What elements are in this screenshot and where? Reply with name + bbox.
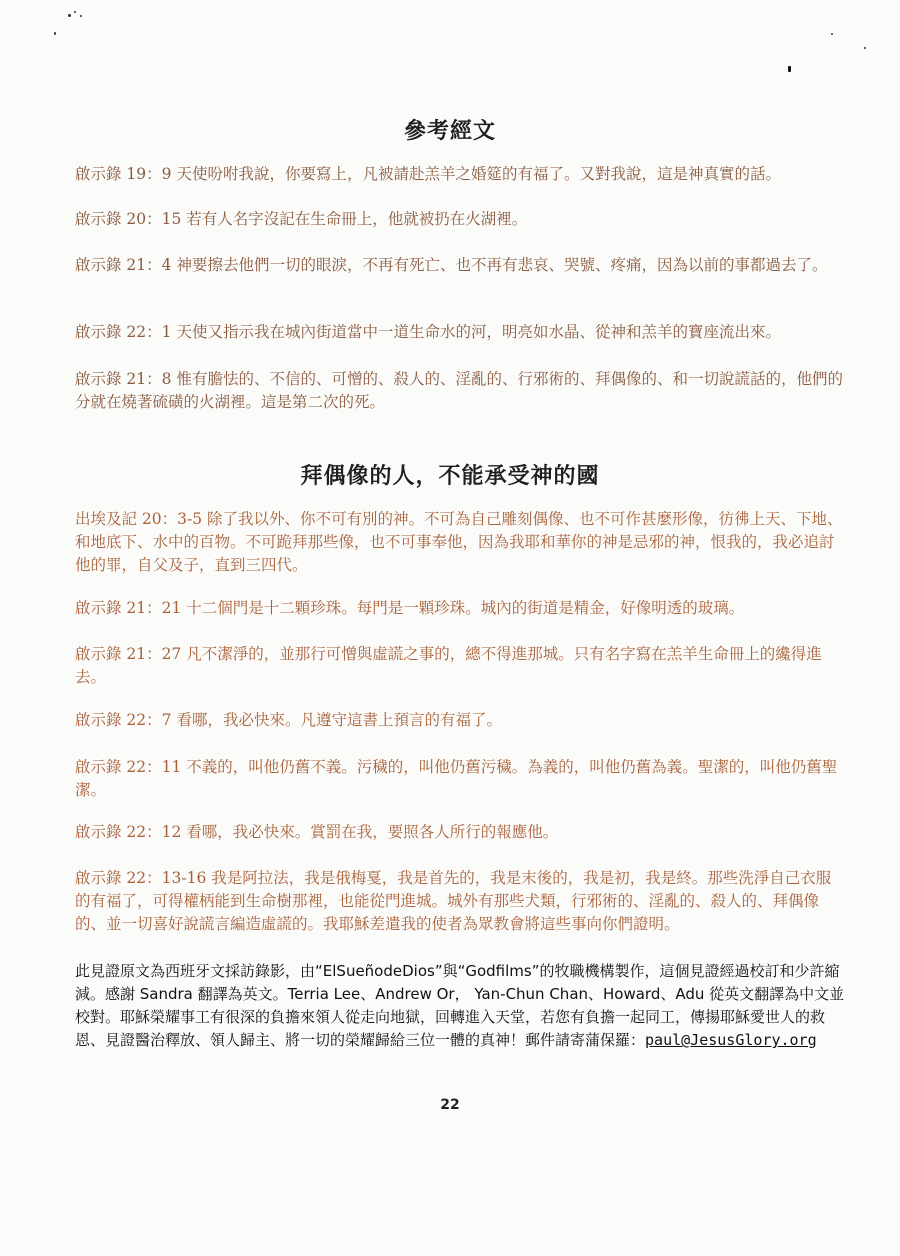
verse-rev-21-21: 啟示錄 21：21 十二個門是十二顆珍珠。每門是一顆珍珠。城內的街道是精金，好像明透的玻璃。: [75, 599, 745, 617]
verse-exodus-20-3-5: 出埃及記 20：3-5 除了我以外、你不可有別的神。不可為自己雕刻偶像、也不可作甚麼形像，彷彿上天、下地、和地底下、水中的百物。不可跪拜那些像，也不可事奉他，因為我耶和華你的神是忌邪的神，恨我的，我必追討他的罪，自父及子，直到三四代。: [75, 510, 843, 574]
contact-email-link[interactable]: paul@JesusGlory.org: [645, 1031, 817, 1049]
verse-rev-22-12: 啟示錄 22：12 看哪，我必快來。賞罰在我，要照各人所行的報應他。: [75, 823, 559, 841]
verse-rev-19-9: 啟示錄 19：9 天使吩咐我說，你要寫上，凡被請赴羔羊之婚筵的有福了。又對我說，這是神真實的話。: [75, 165, 781, 183]
verse-rev-21-27: 啟示錄 21：27 凡不潔淨的，並那行可憎與虛謊之事的，總不得進那城。只有名字寫在羔羊生命冊上的纔得進去。: [75, 645, 822, 686]
section-title-idolaters: 拜偶像的人，不能承受神的國: [300, 464, 600, 489]
verse-rev-20-15: 啟示錄 20：15 若有人名字沒記在生命冊上，他就被扔在火湖裡。: [75, 210, 528, 228]
verse-rev-22-11: 啟示錄 22：11 不義的，叫他仍舊不義。污穢的，叫他仍舊污穢。為義的，叫他仍舊為義。聖潔的，叫他仍舊聖潔。: [75, 758, 838, 799]
page-number: 22: [440, 1097, 460, 1113]
verse-rev-22-13-16: 啟示錄 22：13-16 我是阿拉法，我是俄梅戛，我是首先的，我是末後的，我是初，我是終。那些洗淨自己衣服的有福了，可得權柄能到生命樹那裡，也能從門進城。城外有那些犬類，行邪術的、淫亂的、殺人的、拜偶像的、並一切喜好說謊言編造虛謊的。我耶穌差遣我的使者為眾教會將這些事向你們證明。: [75, 869, 832, 933]
verse-rev-21-8: 啟示錄 21：8 惟有膽怯的、不信的、可憎的、殺人的、淫亂的、行邪術的、拜偶像的、和一切說謊話的，他們的分就在燒著硫磺的火湖裡。這是第二次的死。: [75, 370, 843, 411]
translation-note: [75, 960, 850, 1052]
verse-rev-21-4: 啟示錄 21：4 神要擦去他們一切的眼淚，不再有死亡、也不再有悲哀、哭號、疼痛，因為以前的事都過去了。: [75, 256, 828, 274]
verse-rev-22-7: 啟示錄 22：7 看哪，我必快來。凡遵守這書上預言的有福了。: [75, 711, 502, 729]
translation-note-text: 此見證原文為西班牙文採訪錄影，由“ElSueñodeDios”與“Godfilms”的牧職機構製作，這個見證經過校訂和少許縮減。感謝 Sandra 翻譯為英文。Terria Lee、Andrew Or， Yan-Chun Chan、Howard、Adu 從英文翻譯為中文並校對。耶穌榮耀事工有很深的負擔來領人從走向地獄，回轉進入天堂，若您有負擔一起同工，傳揚耶穌愛世人的救恩、見證醫治釋放、領人歸主、將一切的榮耀歸給三位一體的真神！郵件請寄蒲保羅：: [75, 962, 845, 1049]
section-title-references: 參考經文: [403, 119, 496, 144]
verse-rev-22-1: 啟示錄 22：1 天使又指示我在城內街道當中一道生命水的河，明亮如水晶、從神和羔羊的寶座流出來。: [75, 323, 781, 341]
